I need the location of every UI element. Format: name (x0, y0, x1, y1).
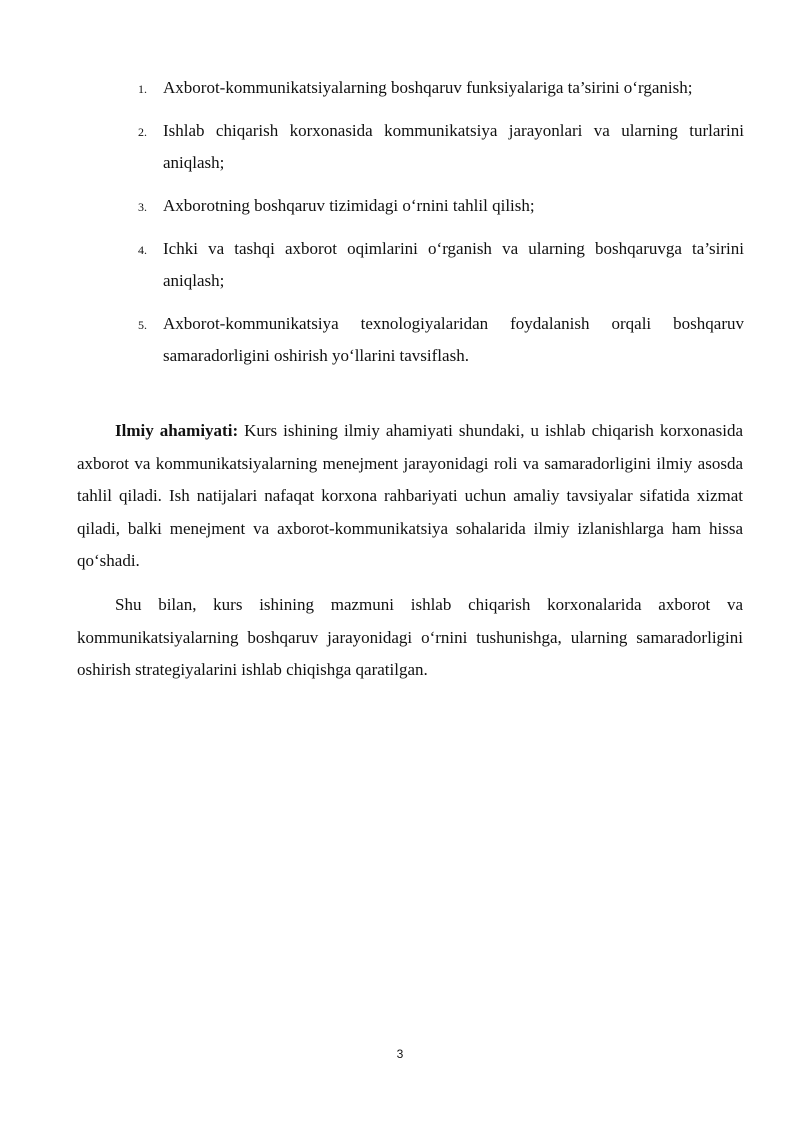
list-item (0, 115, 800, 179)
list-item-number: 3. (138, 200, 147, 214)
scientific-significance-text: Kurs ishining ilmiy ahamiyati shundaki, u ishlab chiqarish korxonasida axborot va kommunikatsiyalarning menejment jarayonidagi roli va samaradorligini ilmiy asosda tahlil qiladi. Ish natijalari nafaqat korxona rahbariyati uchun amaliy tavsiyalar sifatida xizmat qiladi, balki menejment va axborot-kommunikatsiya sohalarida ilmiy izlanishlarga ham hissa qo‘shadi. (77, 421, 743, 570)
scientific-significance-heading: Ilmiy ahamiyati: (115, 421, 239, 440)
list-item (0, 190, 800, 222)
list-item (0, 308, 800, 372)
list-item-number: 1. (138, 82, 147, 96)
list-item-number: 5. (138, 318, 147, 332)
list-item-text: Axborot-kommunikatsiya texnologiyalaridan foydalanish orqali boshqaruv samaradorligini oshirish yo‘llarini tavsiflash. (163, 314, 744, 365)
page-number: 3 (396, 1047, 404, 1061)
list-item-text: Ichki va tashqi axborot oqimlarini o‘rganish va ularning boshqaruvga ta’sirini aniqlash; (163, 239, 744, 290)
list-item-text: Axborot-kommunikatsiyalarning boshqaruv funksiyalariga ta’sirini o‘rganish; (163, 78, 693, 97)
task-list (0, 72, 800, 383)
list-item (0, 233, 800, 297)
list-item-text: Ishlab chiqarish korxonasida kommunikatsiya jarayonlari va ularning turlarini aniqlash; (163, 121, 744, 172)
conclusion-paragraph: Shu bilan, kurs ishining mazmuni ishlab chiqarish korxonalarida axborot va kommunikatsiyalarning boshqaruv jarayonidagi o‘rnini tushunishga, ularning samaradorligini oshirish strategiyalarini ishlab chiqishga qaratilgan. (77, 595, 743, 679)
scientific-significance-paragraph (77, 415, 743, 578)
list-item-number: 4. (138, 243, 147, 257)
list-item (0, 72, 800, 104)
list-item-number: 2. (138, 125, 147, 139)
list-item-text: Axborotning boshqaruv tizimidagi o‘rnini tahlil qilish; (163, 196, 535, 215)
